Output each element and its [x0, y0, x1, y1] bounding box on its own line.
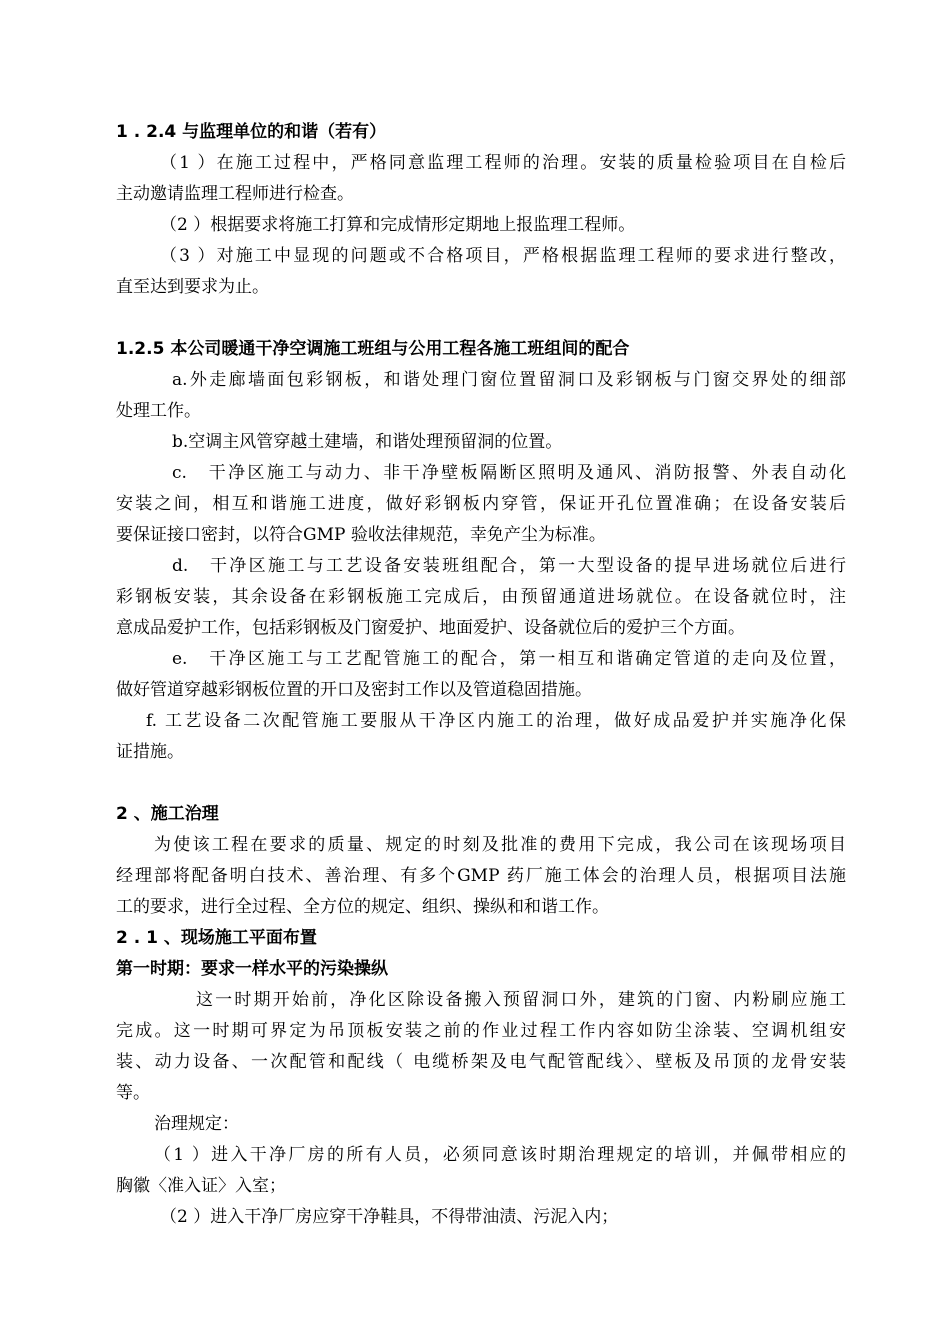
paragraph-line: a.外走廊墙面包彩钢板，和谐处理门窗位置留洞口及彩钢板与门窗交界处的细部: [172, 370, 846, 390]
paragraph-line: （2 ）根据要求将施工打算和完成情形定期地上报监理工程师。: [160, 215, 636, 235]
paragraph-line: 装、动力设备、一次配管和配线（ 电缆桥架及电气配管配线〉、壁板及吊顶的龙骨安装: [116, 1052, 846, 1072]
paragraph-line: e. 干净区施工与工艺配管施工的配合，第一相互和谐确定管道的走向及位置，: [172, 649, 846, 669]
paragraph-line: 治理规定：: [154, 1114, 239, 1134]
paragraph-line: 工的要求，进行全过程、全方位的规定、组织、操纵和和谐工作。: [116, 897, 609, 917]
paragraph-line: 要保证接口密封，以符合GMP 验收法律规范，幸免产尘为标准。: [116, 525, 606, 545]
paragraph-line: 这一时期开始前，净化区除设备搬入预留洞口外，建筑的门窗、内粉刷应施工: [196, 990, 846, 1010]
paragraph-line: 证措施。: [116, 742, 184, 762]
paragraph-line: c. 干净区施工与动力、非干净壁板隔断区照明及通风、消防报警、外表自动化: [172, 463, 846, 483]
paragraph-line: 等。: [116, 1083, 150, 1103]
paragraph-line: 直至达到要求为止。: [116, 277, 269, 297]
paragraph-line: 彩钢板安装，其余设备在彩钢板施工完成后，由预留通道进场就位。在设备就位时，注: [116, 587, 846, 607]
paragraph-line: b.空调主风管穿越土建墙，和谐处理预留洞的位置。: [172, 432, 563, 452]
paragraph-line: d. 干净区施工与工艺设备安装班组配合，第一大型设备的提早进场就位后进行: [172, 556, 846, 576]
paragraph-line: 完成。这一时期可界定为吊顶板安装之前的作业过程工作内容如防尘涂装、空调机组安: [116, 1021, 846, 1041]
section-gap: [116, 303, 846, 334]
paragraph-line: （1 ）在施工过程中，严格同意监理工程师的治理。安装的质量检验项目在自检后: [160, 153, 846, 173]
paragraph-line: 安装之间，相互和谐施工进度，做好彩钢板内穿管，保证开孔位置准确；在设备安装后: [116, 494, 846, 514]
section-heading-1-2-5: 1.2.5 本公司暖通干净空调施工班组与公用工程各施工班组间的配合: [116, 339, 630, 359]
sub-heading: 第一时期：要求一样水平的污染操纵: [116, 959, 388, 979]
section-heading-2: 2 、施工治理: [116, 804, 219, 824]
paragraph-line: f. 工艺设备二次配管施工要服从干净区内施工的治理，做好成品爱护并实施净化保: [146, 711, 846, 731]
paragraph-line: （2 ）进入干净厂房应穿干净鞋具，不得带油渍、污泥入内；: [160, 1207, 619, 1227]
paragraph-line: （1 ）进入干净厂房的所有人员，必须同意该时期治理规定的培训，并佩带相应的: [154, 1145, 846, 1165]
paragraph-line: 意成品爱护工作，包括彩钢板及门窗爱护、地面爱护、设备就位后的爱护三个方面。: [116, 618, 745, 638]
section-gap: [116, 768, 846, 799]
paragraph-line: 做好管道穿越彩钢板位置的开口及密封工作以及管道稳固措施。: [116, 680, 592, 700]
paragraph-line: 为使该工程在要求的质量、规定的时刻及批准的费用下完成，我公司在该现场项目: [154, 835, 846, 855]
paragraph-line: 处理工作。: [116, 401, 201, 421]
section-heading-2-1: 2 . 1 、现场施工平面布置: [116, 928, 317, 948]
section-heading-1-2-4: 1 . 2.4 与监理单位的和谐（若有）: [116, 122, 387, 142]
document-page: [116, 117, 846, 1233]
paragraph-line: （3 ）对施工中显现的问题或不合格项目，严格根据监理工程师的要求进行整改，: [160, 246, 846, 266]
paragraph-line: 胸徽〈准入证〉入室；: [116, 1176, 286, 1196]
paragraph-line: 主动邀请监理工程师进行检查。: [116, 184, 354, 204]
paragraph-line: 经理部将配备明白技术、善治理、有多个GMP 药厂施工体会的治理人员，根据项目法施: [116, 866, 846, 886]
